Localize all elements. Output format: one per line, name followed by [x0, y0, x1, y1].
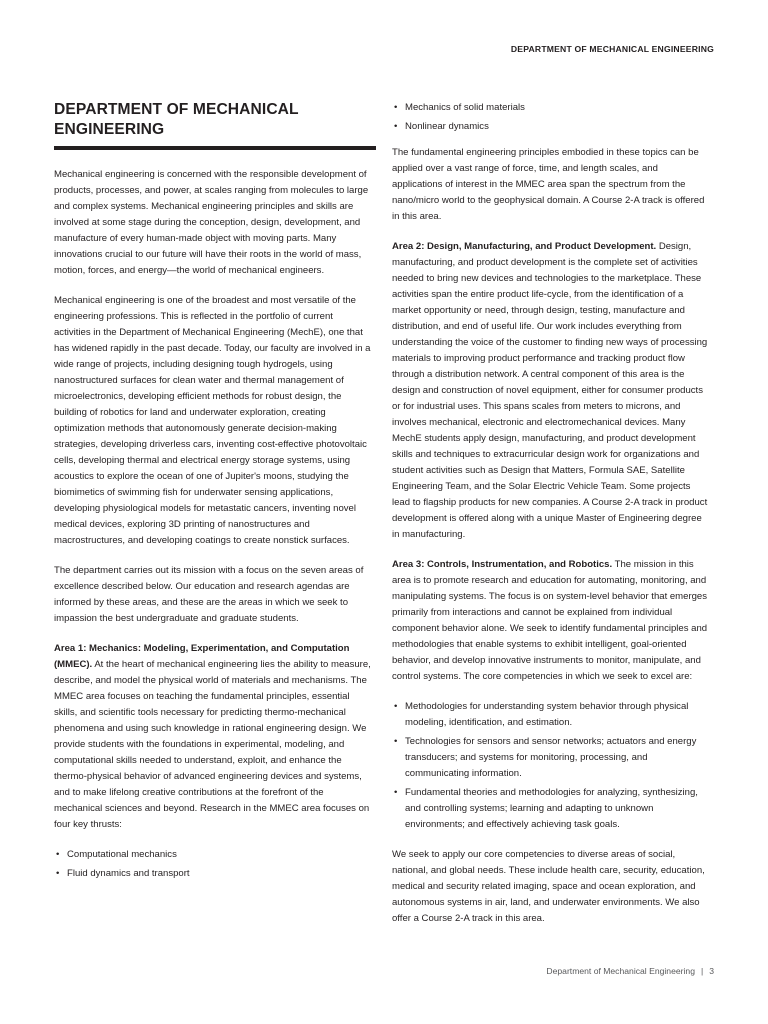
list-item: • Computational mechanics	[54, 847, 372, 863]
area3-heading: Area 3: Controls, Instrumentation, and Robotics.	[392, 559, 613, 570]
core-competencies-list	[392, 699, 710, 833]
title-rule	[54, 146, 376, 150]
list-item: • Technologies for sensors and sensor networks; actuators and energy transducers; and systems for monitoring, processing, and communicating information.	[392, 734, 710, 782]
list-item: • Fluid dynamics and transport	[54, 866, 372, 882]
applications-paragraph: We seek to apply our core competencies to diverse areas of social, national, and global needs. These include health care, security, education, medical and security related imaging, space and ocean exploration, and autonomous systems in air, land, and underwater environments. We also offer a Course 2-A track in this area.	[392, 849, 705, 924]
footer-label: Department of Mechanical Engineering	[546, 966, 695, 976]
mission-paragraph: The department carries out its mission with a focus on the seven areas of excellence described below. Our education and research agendas are informed by these areas, and these are the areas in which we seek to impassion the best undergraduate and graduate students.	[54, 565, 364, 624]
area1-paragraph	[54, 641, 372, 833]
mmec-thrusts-list	[54, 847, 372, 882]
left-column	[54, 98, 372, 896]
area1-heading: Area 1: Mechanics: Modeling, Experimentation, and Computation (MMEC).	[54, 643, 350, 670]
page-footer	[546, 966, 714, 976]
area2-paragraph	[392, 239, 710, 543]
area2-body: Design, manufacturing, and product development is the complete set of activities needed to bring new devices and technologies to the marketplace. These activities span the entire product life-cycle, from the identification of a market opportunity or need, through design, testing, manufacture and distribution, and end of useful life. Our work includes everything from understanding the voice of the customer to finding new ways of processing materials to improving product performance and tracking product flow through a distribution network. A central component of this area is the design and construction of novel equipment, either for consumer products or for industrial uses. This spans scales from meters to microns, and involves mechanical, electronic and electromechanical devices. Many MechE students apply design, manufacturing, and product development skills and techniques to extracurricular design work for organizations and student activities such as Design that Matters, Formula SAE, Satellite Engineering Team, and the Solar Electric Vehicle Team. Some projects lead to flagship products for new companies. A Course 2-A track in product development is offered along with a unique Master of Engineering degree in manufacturing.	[392, 241, 708, 540]
running-header: DEPARTMENT OF MECHANICAL ENGINEERING	[510, 44, 714, 54]
area1-body: At the heart of mechanical engineering lies the ability to measure, describe, and model the physical world of materials and mechanisms. The MMEC area focuses on teaching the fundamental principles, essential skills, and scientific tools necessary for predicting thermo-mechanical phenomena and using such knowledge in rational engineering design. We provide students with the foundations in experimental, modeling, and computational skills needed to understand, exploit, and enhance the thermo-physical behavior of advanced engineering devices and systems, and to make lifelong creative contributions at the forefront of the mechanical sciences and beyond. Research in the MMEC area focuses on four key thrusts:	[54, 659, 371, 830]
footer-separator: |	[700, 966, 704, 976]
mmec-scales-paragraph: The fundamental engineering principles embodied in these topics can be applied over a vast range of force, time, and length scales, and applications of interest in the MMEC area span the spectrum from the nano/micro world to the geophysical domain. A Course 2-A track is offered in this area.	[392, 147, 705, 222]
page-title: DEPARTMENT OF MECHANICAL ENGINEERING	[54, 101, 299, 138]
area3-body: The mission in this area is to promote research and education for automating, monitoring, and manipulating systems. The focus is on system-level behavior that emerges primarily from interactions and cannot be explained from individual component behavior alone. We seek to identify fundamental principles and methodologies that enable systems to exhibit intelligent, goal-oriented behavior, and develop innovative instruments to monitor, manipulate, and control systems. The core competencies in which we seek to excel are:	[392, 559, 708, 682]
area3-paragraph	[392, 557, 710, 685]
list-item: • Fundamental theories and methodologies for analyzing, synthesizing, and controlling systems; learning and adapting to unknown environments; and effectively achieving task goals.	[392, 785, 710, 833]
list-item: • Mechanics of solid materials	[392, 100, 710, 116]
breadth-paragraph: Mechanical engineering is one of the broadest and most versatile of the engineering professions. This is reflected in the portfolio of current activities in the Department of Mechanical Engineering (MechE), one that has widened rapidly in the past decade. Today, our faculty are involved in a wide range of projects, including designing tough hydrogels, using nanostructured surfaces for clean water and thermal management of microelectronics, developing efficient methods for robust design, the building of robotics for land and underwater exploration, creating optimization methods that autonomously generate decision-making strategies, developing driverless cars, inventing cost-effective photovoltaic cells, developing thermal and electrical energy storage systems, using acoustics to explore the ocean of one of Jupiter's moons, studying the biomimetics of swimming fish for underwater sensing applications, developing physiological models for metastatic cancers, inventing novel medical devices, exploring 3D printing of nanostructures and macrostructures, and developing coatings to create nonstick surfaces.	[54, 295, 371, 546]
area2-heading: Area 2: Design, Manufacturing, and Product Development.	[392, 241, 657, 252]
list-item: • Nonlinear dynamics	[392, 119, 710, 135]
intro-paragraph: Mechanical engineering is concerned with the responsible development of products, processes, and power, at scales ranging from molecules to large and complex systems. Mechanical engineering principles and skills are involved at some stage during the conception, design, development, and manufacture of every human-made object with moving parts. Many innovations crucial to our future will have their roots in the world of mass, motion, forces, and energy—the world of mechanical engineers.	[54, 169, 369, 276]
right-column	[392, 98, 710, 941]
page-number: 3	[709, 966, 714, 976]
list-item: • Methodologies for understanding system behavior through physical modeling, identification, and estimation.	[392, 699, 710, 731]
mmec-thrusts-list-continued	[392, 100, 710, 135]
